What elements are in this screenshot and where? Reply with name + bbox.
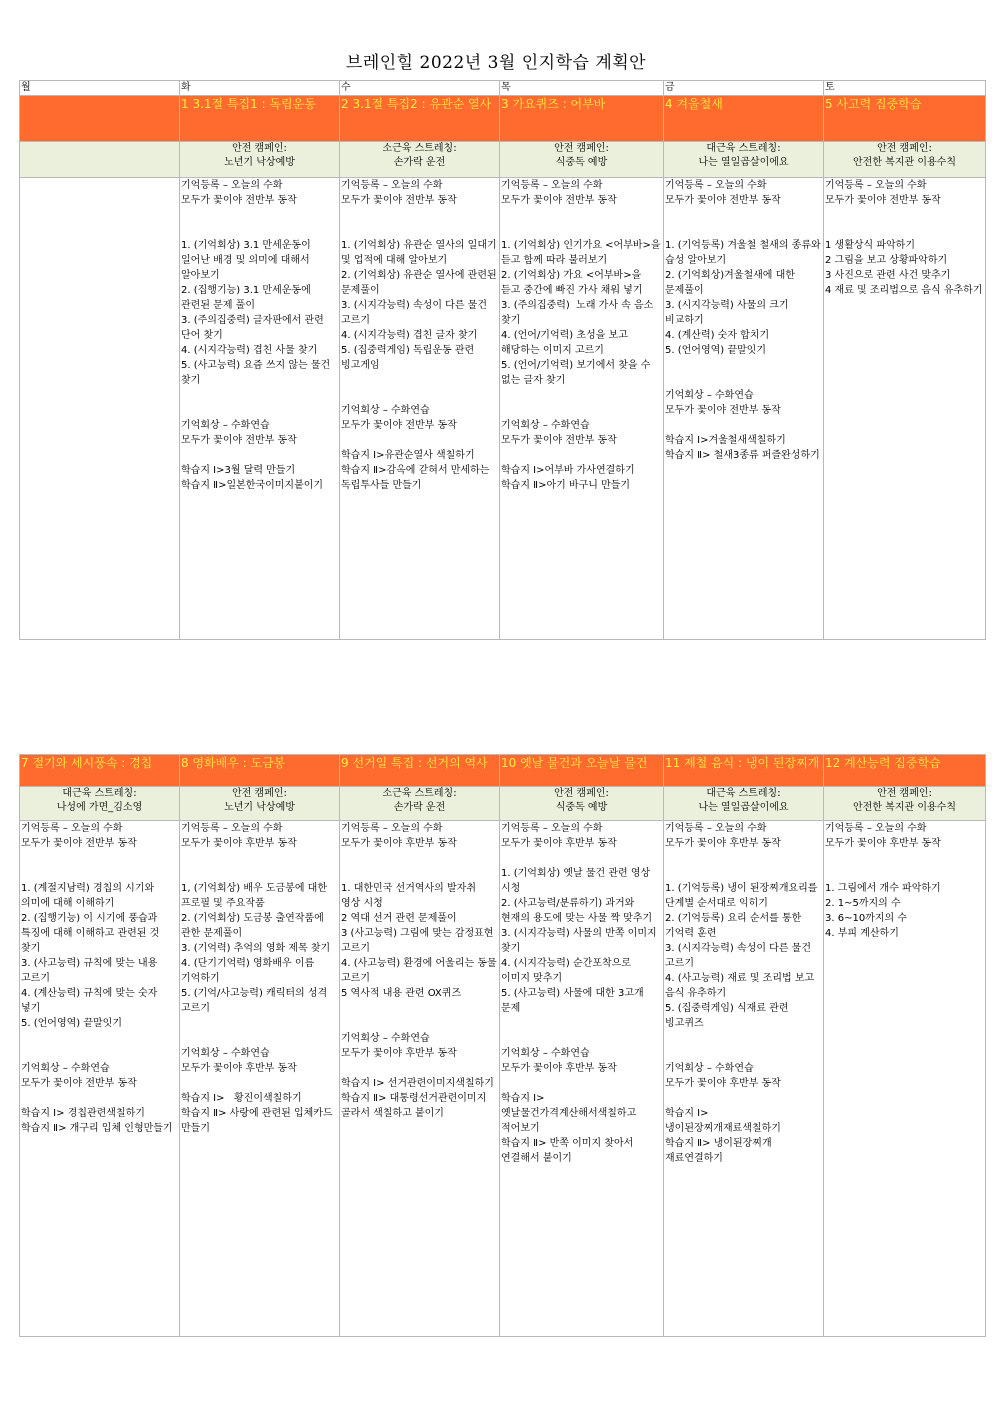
day-topic-header: 10 옛날 물건과 오늘날 물건 [500,755,664,787]
campaign-row [20,142,986,178]
weekday-thu: 목 [500,81,664,96]
day-content: 기억등록 – 오늘의 수화 모두가 꽃이야 전반부 동작 1. (기억회상) 유관순 열사의 일대기 및 업적에 대해 알아보기 2. (기억회상) 유관순 열사에 관련된 문제풀이 3. (시지각능력) 속성이 다른 물건 고르기 4. (시지각능력) 겹친 글자 찾기 5. (집중력게임) 독립운동 관련 빙고게임 기억회상 – 수화연습 모두가 꽃이야 전반부 동작 학습지 Ⅰ>유관순열사 색칠하기 학습지 Ⅱ>감옥에 갇혀서 만세하는 독립투사들 만들기 [340,178,500,640]
campaign-cell: 대근육 스트레칭: 나는 열일곱살이에요 [664,142,824,178]
campaign-cell: 안전 캠페인: 식중독 예방 [500,142,664,178]
campaign-cell [20,142,180,178]
campaign-cell: 대근육 스트레칭: 나는 열일곱살이에요 [664,787,824,821]
day-content: 기억등록 – 오늘의 수화 모두가 꽃이야 전반부 동작 1. (기억등록) 겨울철 철새의 종류와 습성 알아보기 2. (기억회상)겨울철새에 대한 문제풀이 3. (시지각능력) 사물의 크기 비교하기 4. (계산력) 숫자 합치기 5. (언어영역) 끝말잇기 기억회상 – 수화연습 모두가 꽃이야 전반부 동작 학습지 Ⅰ>겨울철새색칠하기 학습지 Ⅱ> 철새3종류 퍼즐완성하기 [664,178,824,640]
weekday-tue: 화 [180,81,340,96]
day-topic-header: 8 영화배우 : 도금봉 [180,755,340,787]
campaign-cell: 안전 캠페인: 노년기 낙상예방 [180,787,340,821]
weekday-wed: 수 [340,81,500,96]
day-topic-header: 4 겨울철새 [664,96,824,142]
campaign-cell: 대근육 스트레칭: 나성에 가면_김소영 [20,787,180,821]
day-topic-header: 5 사고력 집중학습 [824,96,986,142]
weekday-mon: 월 [20,81,180,96]
day-content: 기억등록 – 오늘의 수화 모두가 꽃이야 전반부 동작 1. (계절지남력) 경칩의 시기와 의미에 대해 이해하기 2. (집행기능) 이 시기에 풍습과 특징에 대해 이해하고 관련된 것 찾기 3. (사고능력) 규칙에 맞는 내용 고르기 4. (계산능력) 규칙에 맞는 숫자 넣기 5. (언어영역) 끝말잇기 기억회상 – 수화연습 모두가 꽃이야 전반부 동작 학습지 Ⅰ> 경칩관련색칠하기 학습지 Ⅱ> 개구리 입체 인형만들기 [20,821,180,1337]
campaign-cell: 소근육 스트레칭: 손가락 운전 [340,787,500,821]
day-topic-header: 12 계산능력 집중학습 [824,755,986,787]
day-content: 기억등록 – 오늘의 수화 모두가 꽃이야 후반부 동작 1. 대한민국 선거역사의 발자취 영상 시청 2 역대 선거 관련 문제풀이 3 (사고능력) 그림에 맞는 감정표현 고르기 4. (사고능력) 환경에 어울리는 동물 고르기 5 역사적 내용 관련 OX퀴즈 기억회상 – 수화연습 모두가 꽃이야 후반부 동작 학습지 Ⅰ> 선거관련이미지색칠하기 학습지 Ⅱ> 대통령선거관련이미지 골라서 색칠하고 붙이기 [340,821,500,1337]
day-topic-header: 9 선거일 특집 : 선거의 역사 [340,755,500,787]
day-topic-header: 1 3.1절 특집1 : 독립운동 [180,96,340,142]
campaign-cell: 안전 캠페인: 안전한 복지관 이용수칙 [824,787,986,821]
day-topic-header: 3 가요퀴즈 : 어부바 [500,96,664,142]
day-content: 기억등록 – 오늘의 수화 모두가 꽃이야 후반부 동작 1. (기억회상) 옛날 물건 관련 영상 시청 2. (사고능력/분류하기) 과거와 현재의 용도에 맞는 사물 짝 맞추기 3. (시지각능력) 사물의 반쪽 이미지 찾기 4. (시지각능력) 순간포착으로 이미지 맞추기 5. (사고능력) 사물에 대한 3고개 문제 기억회상 – 수화연습 모두가 꽃이야 후반부 동작 학습지 Ⅰ> 옛날물건가격계산해서색칠하고 적어보기 학습지 Ⅱ> 반쪽 이미지 찾아서 연결해서 붙이기 [500,821,664,1337]
topic-row [20,96,986,142]
week1-table [19,80,986,640]
day-content: 기억등록 – 오늘의 수화 모두가 꽃이야 후반부 동작 1. (기억등록) 냉이 된장찌개요리를 단계별 순서대로 익히기 2. (기억등록) 요리 순서를 통한 기억력 훈련 3. (시지각능력) 속성이 다른 물건 고르기 4. (사고능력) 재료 및 조리법 보고 음식 유추하기 5. (집중력게임) 식재료 관련 빙고퀴즈 기억회상 – 수화연습 모두가 꽃이야 후반부 동작 학습지 Ⅰ> 냉이된장찌개재료색칠하기 학습지 Ⅱ> 냉이된장찌개 재료연결하기 [664,821,824,1337]
page-title: 브레인힐 2022년 3월 인지학습 계획안 [345,53,647,73]
content-row [20,821,986,1337]
day-content: 기억등록 – 오늘의 수화 모두가 꽃이야 전반부 동작 1 생활상식 파악하기 2 그림을 보고 상황파악하기 3 사진으로 관련 사건 맞추기 4 재료 및 조리법으로 음식 유추하기 [824,178,986,640]
content-row [20,178,986,640]
day-topic-header: 7 절기와 세시풍속 : 경칩 [20,755,180,787]
campaign-cell: 안전 캠페인: 안전한 복지관 이용수칙 [824,142,986,178]
campaign-cell: 소근육 스트레칭: 손가락 운전 [340,142,500,178]
day-content: 기억등록 – 오늘의 수화 모두가 꽃이야 전반부 동작 1. (기억회상) 3.1 만세운동이 일어난 배경 및 의미에 대해서 알아보기 2. (집행기능) 3.1 만세운동에 관련된 문제 풀이 3. (주의집중력) 글자판에서 관련 단어 찾기 4. (시지각능력) 겹친 사물 찾기 5. (사고능력) 요즘 쓰지 않는 물건 찾기 기억회상 – 수화연습 모두가 꽃이야 전반부 동작 학습지 Ⅰ>3월 달력 만들기 학습지 Ⅱ>일본한국이미지붙이기 [180,178,340,640]
campaign-cell: 안전 캠페인: 식중독 예방 [500,787,664,821]
campaign-row [20,787,986,821]
week2-table [19,754,986,1337]
day-topic-header: 11 제철 음식 : 냉이 된장찌개 [664,755,824,787]
day-content: 기억등록 – 오늘의 수화 모두가 꽃이야 후반부 동작 1. 그림에서 개수 파악하기 2. 1~5까지의 수 3. 6~10까지의 수 4. 부피 계산하기 [824,821,986,1337]
day-topic-header: 2 3.1절 특집2 : 유관순 열사 [340,96,500,142]
day-topic-header [20,96,180,142]
campaign-cell: 안전 캠페인: 노년기 낙상예방 [180,142,340,178]
weekday-fri: 금 [664,81,824,96]
day-content [20,178,180,640]
weekday-sat: 토 [824,81,986,96]
day-content: 기억등록 – 오늘의 수화 모두가 꽃이야 전반부 동작 1. (기억회상) 인기가요 <어부바>을 듣고 함께 따라 불러보기 2. (기억회상) 가요 <어부바>을 듣고 중간에 빠진 가사 채워 넣기 3. (주의집중력) 노래 가사 속 음소 찾기 4. (언어/기억력) 초성을 보고 해당하는 이미지 고르기 5. (언어/기억력) 보기에서 찾을 수 없는 글자 찾기 기억회상 – 수화연습 모두가 꽃이야 전반부 동작 학습지 Ⅰ>어부바 가사연결하기 학습지 Ⅱ>아기 바구니 만들기 [500,178,664,640]
day-content: 기억등록 – 오늘의 수화 모두가 꽃이야 후반부 동작 1, (기억회상) 배우 도금봉에 대한 프로필 및 주요작품 2. (기억회상) 도금봉 출연작품에 관한 문제풀이 3. (기억력) 추억의 영화 제목 찾기 4. (단기기억력) 영화배우 이름 기억하기 5. (기억/사고능력) 캐릭터의 성격 고르기 기억회상 – 수화연습 모두가 꽃이야 후반부 동작 학습지 Ⅰ> 황진이색칠하기 학습지 Ⅱ> 사랑에 관련된 입체카드 만들기 [180,821,340,1337]
topic-row [20,755,986,787]
weekday-row [20,81,986,96]
